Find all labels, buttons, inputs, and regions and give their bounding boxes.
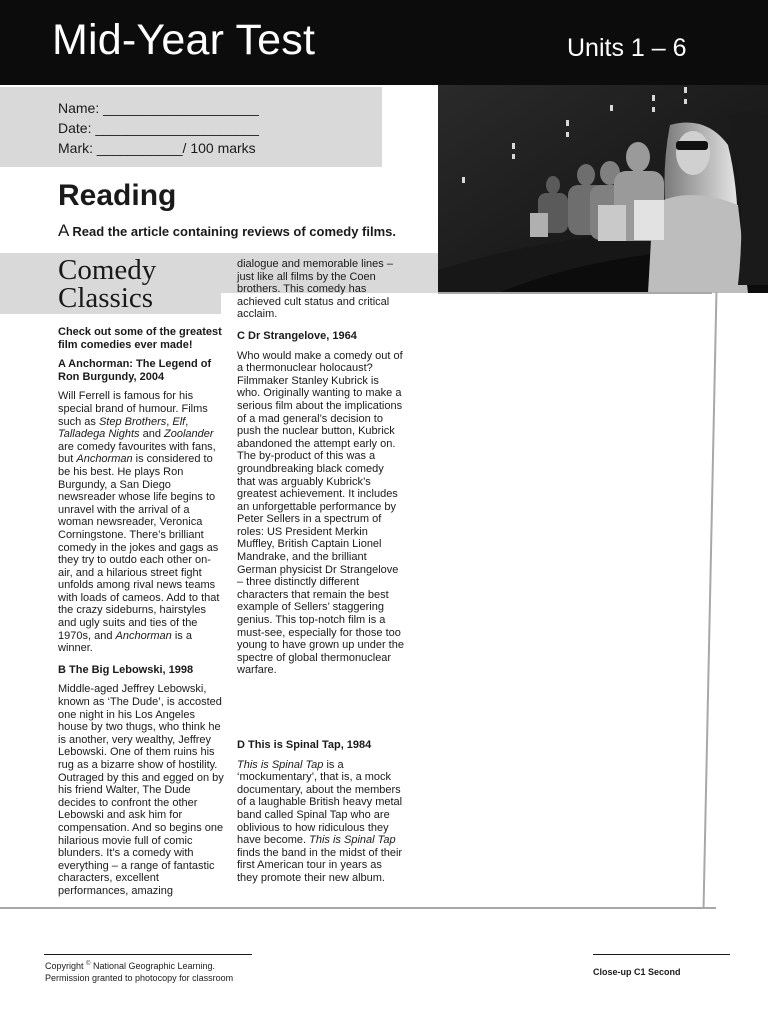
film-title: This is Spinal Tap xyxy=(309,834,396,847)
article-title xyxy=(58,256,156,312)
film-title: Anchorman xyxy=(115,629,172,642)
review-b-body: Middle-aged Jeffrey Lebowski, known as ‘The Dude’, is accosted one night in his Los Angeles house by two thugs, who think he is another, very wealthy, Jeffrey Lebowski. One of them ruins his rug as a bizarre show of hostility. Outraged by this and egged on by his friend Walter, The Dude decides to confront the other Lebowski and ask him for compensation. And so begins one hilarious movie full of comic blunders. It’s a comedy with everything – a range of fantastic characters, excellent performances, amazing xyxy=(58,683,224,897)
review-a-text: are comedy favourites with fans, but xyxy=(58,440,216,466)
review-c-body: Who would make a comedy out of a thermonuclear holocaust? Filmmaker Stanley Kubrick is who. Originally wanting to make a serious film about the implications of a mad general’s decision to push the nuclear button, Kubrick abandoned the attempt early on. The by-product of this was a groundbreaking black comedy that was arguably Kubrick’s greatest achievement. It includes an unforgettable performance by Peter Sellers in a spectrum of roles: US President Merkin Muffley, British Captain Lionel Mandrake, and the brilliant German physicist Dr Strangelove – three distinctly different characters that remain the best example of Sellers’ staggering genius. This top-notch film is a must-see, especially for those too young to have grown up under the spectre of global thermonuclear warfare. xyxy=(237,349,404,677)
page-header xyxy=(0,0,768,85)
review-a-text: and xyxy=(139,428,165,441)
review-a-text: , xyxy=(166,415,173,428)
mark-field: Mark: ___________/ 100 marks xyxy=(58,140,256,156)
page-title: Mid-Year Test xyxy=(52,16,316,64)
units-label: Units 1 – 6 xyxy=(567,34,687,62)
section-title: Reading xyxy=(58,179,177,212)
cinema-illustration xyxy=(438,85,768,293)
review-a-text: , xyxy=(185,415,189,428)
review-b-body-continued: dialogue and memorable lines – just like all films by the Coen brothers. This comedy has achieved cult status and critical acclaim. xyxy=(237,258,393,321)
footer-rule-left xyxy=(44,954,252,955)
book-title: Close-up C1 Second xyxy=(593,967,681,977)
frame-top-line xyxy=(438,292,712,294)
instruction-text: Read the article containing reviews of comedy films. xyxy=(72,224,396,239)
review-d-body xyxy=(237,759,405,885)
frame-right-line xyxy=(703,292,718,908)
cinema-audience-photo xyxy=(438,85,768,293)
article-column-2 xyxy=(237,258,405,885)
review-b-heading: B The Big Lebowski, 1998 xyxy=(58,663,194,676)
review-d-heading: D This is Spinal Tap, 1984 xyxy=(237,739,372,751)
footer-rule-right xyxy=(593,954,730,955)
date-field: Date: _____________________ xyxy=(58,120,259,136)
review-a-text: is a winner. xyxy=(58,629,192,655)
film-title: Zoolander xyxy=(164,428,214,441)
article-title-line-1: Comedy xyxy=(58,254,157,286)
instruction-letter: A xyxy=(58,221,70,240)
film-title: Step Brothers xyxy=(98,415,167,428)
student-info-box xyxy=(0,87,382,167)
film-title: This is Spinal Tap xyxy=(237,758,324,771)
review-d-text: finds the band in the midst of their first American tour in years as they promote their new album. xyxy=(237,846,403,884)
copyright-text: Copyright © National Geographic Learning. xyxy=(45,961,216,971)
permission-text: Permission granted to photocopy for classroom xyxy=(45,973,234,983)
article-intro: Check out some of the greatest film comedies ever made! xyxy=(58,326,222,351)
film-title: Anchorman xyxy=(76,453,133,466)
name-field: Name: ____________________ xyxy=(58,100,259,116)
review-a-text: Will Ferrell is famous for his special brand of humour. Films such as xyxy=(58,390,208,428)
film-title: Talladega Nights xyxy=(58,428,140,441)
review-a-body xyxy=(58,390,224,654)
article-column-1 xyxy=(58,326,224,898)
article-title-line-2: Classics xyxy=(58,282,154,314)
review-a-heading: A Anchorman: The Legend of Ron Burgundy, 2004 xyxy=(58,358,212,383)
review-d-text: is a ‘mockumentary’, that is, a mock documentary, about the members of a laughable British heavy metal band called Spinal Tap who are oblivious to how ridiculous they have become. xyxy=(237,758,403,847)
frame-bottom-line xyxy=(0,907,716,909)
instruction xyxy=(58,221,396,241)
review-a-text: is considered to be his best. He plays Ron Burgundy, a San Diego newsreader whose life begins to unravel with the arrival of a woman newsreader, Veronica Corningstone. There’s brilliant comedy in the jokes and gags as they try to outdo each other on-air, and a hilarious street fight unfolds among rival news teams with loads of cameos. Add to that the crazy sideburns, hairstyles and ugly suits and ties of the 1970s, and xyxy=(58,453,220,642)
film-title: Elf xyxy=(172,415,186,428)
copyright-symbol: © xyxy=(86,961,91,967)
review-c-heading: C Dr Strangelove, 1964 xyxy=(237,329,357,342)
